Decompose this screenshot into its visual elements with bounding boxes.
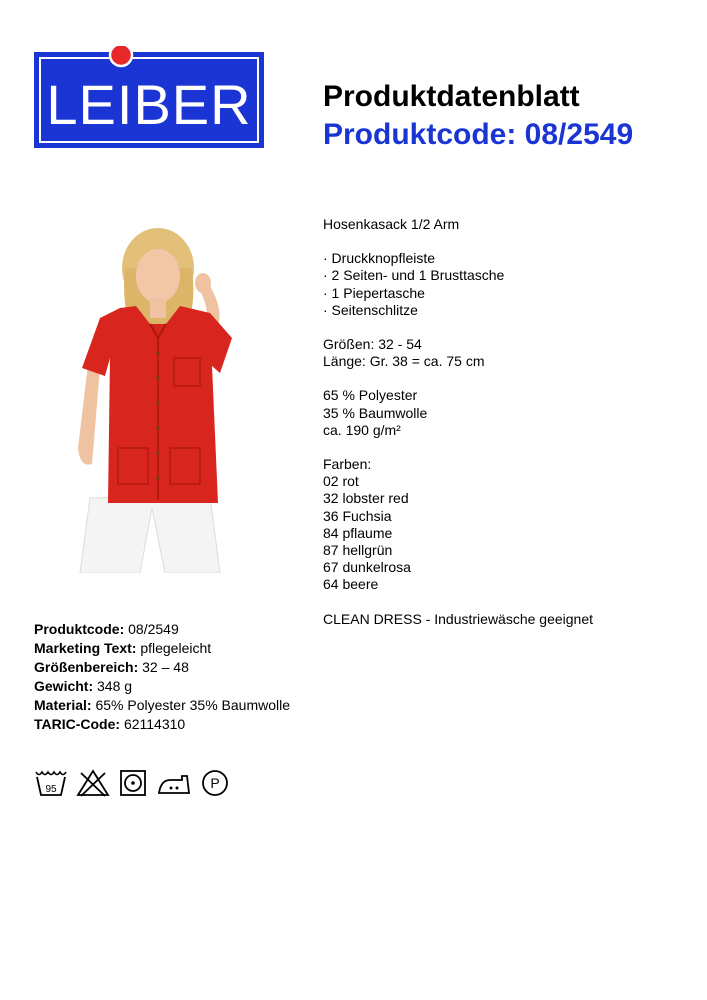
product-photo [70,228,245,573]
spec-row [34,658,290,677]
feature-list [323,250,693,319]
spec-row [34,696,290,715]
page-title: Produktdatenblatt [323,80,580,113]
no-bleach-icon [76,768,110,798]
spec-value: 32 – 48 [142,659,189,675]
weight-line: ca. 190 g/m² [323,421,401,438]
iron-two-dots-icon [156,768,192,798]
spec-row [34,620,290,639]
care-p-letter: P [210,775,220,791]
color-item: 64 beere [323,576,379,593]
spec-row [34,639,290,658]
feature-item: · 1 Piepertasche [323,284,425,301]
spec-label: Marketing Text: [34,640,137,656]
color-item: 87 hellgrün [323,542,393,559]
material-line: 65 % Polyester [323,387,418,404]
wash-95-icon [34,768,68,798]
spec-label: Größenbereich: [34,659,139,675]
clean-dress-note: CLEAN DRESS - Industriewäsche geeignet [323,610,594,627]
product-code-heading: Produktcode: 08/2549 [323,118,634,151]
spec-label: Gewicht: [34,678,94,694]
spec-row [34,715,290,734]
professional-cleaning-p-icon [200,768,230,798]
spec-label: TARIC-Code: [34,716,121,732]
sizes-line: Größen: 32 - 54 [323,336,422,353]
feature-item: · 2 Seiten- und 1 Brusttasche [323,267,505,284]
colors-label: Farben: [323,456,372,473]
care-symbols [34,768,230,798]
spec-value: 08/2549 [128,621,179,637]
spec-label: Produktcode: [34,621,125,637]
product-description [323,216,693,628]
color-item: 84 pflaume [323,524,393,541]
wash-temp: 95 [45,784,57,795]
color-list [323,456,693,594]
material-line: 35 % Baumwolle [323,404,428,421]
spec-label: Material: [34,697,92,713]
spec-value: 62114310 [123,716,186,732]
length-line: Länge: Gr. 38 = ca. 75 cm [323,353,485,370]
leiber-logo [34,46,264,148]
logo-text: LEIBER [46,73,252,136]
size-info [323,336,693,370]
color-item: 67 dunkelrosa [323,559,411,576]
spec-row [34,677,290,696]
feature-item: · Druckknopfleiste [323,250,436,267]
spec-value: pflegeleicht [140,640,212,656]
spec-value: 348 g [97,678,133,694]
spec-value: 65% Polyester 35% Baumwolle [95,697,291,713]
material-info [323,387,693,439]
product-name: Hosenkasack 1/2 Arm [323,216,460,232]
color-item: 32 lobster red [323,490,409,507]
color-item: 02 rot [323,473,359,490]
feature-item: · Seitenschlitze [323,301,418,318]
spec-table [34,620,290,734]
tumble-dry-icon [118,768,148,798]
color-item: 36 Fuchsia [323,507,392,524]
